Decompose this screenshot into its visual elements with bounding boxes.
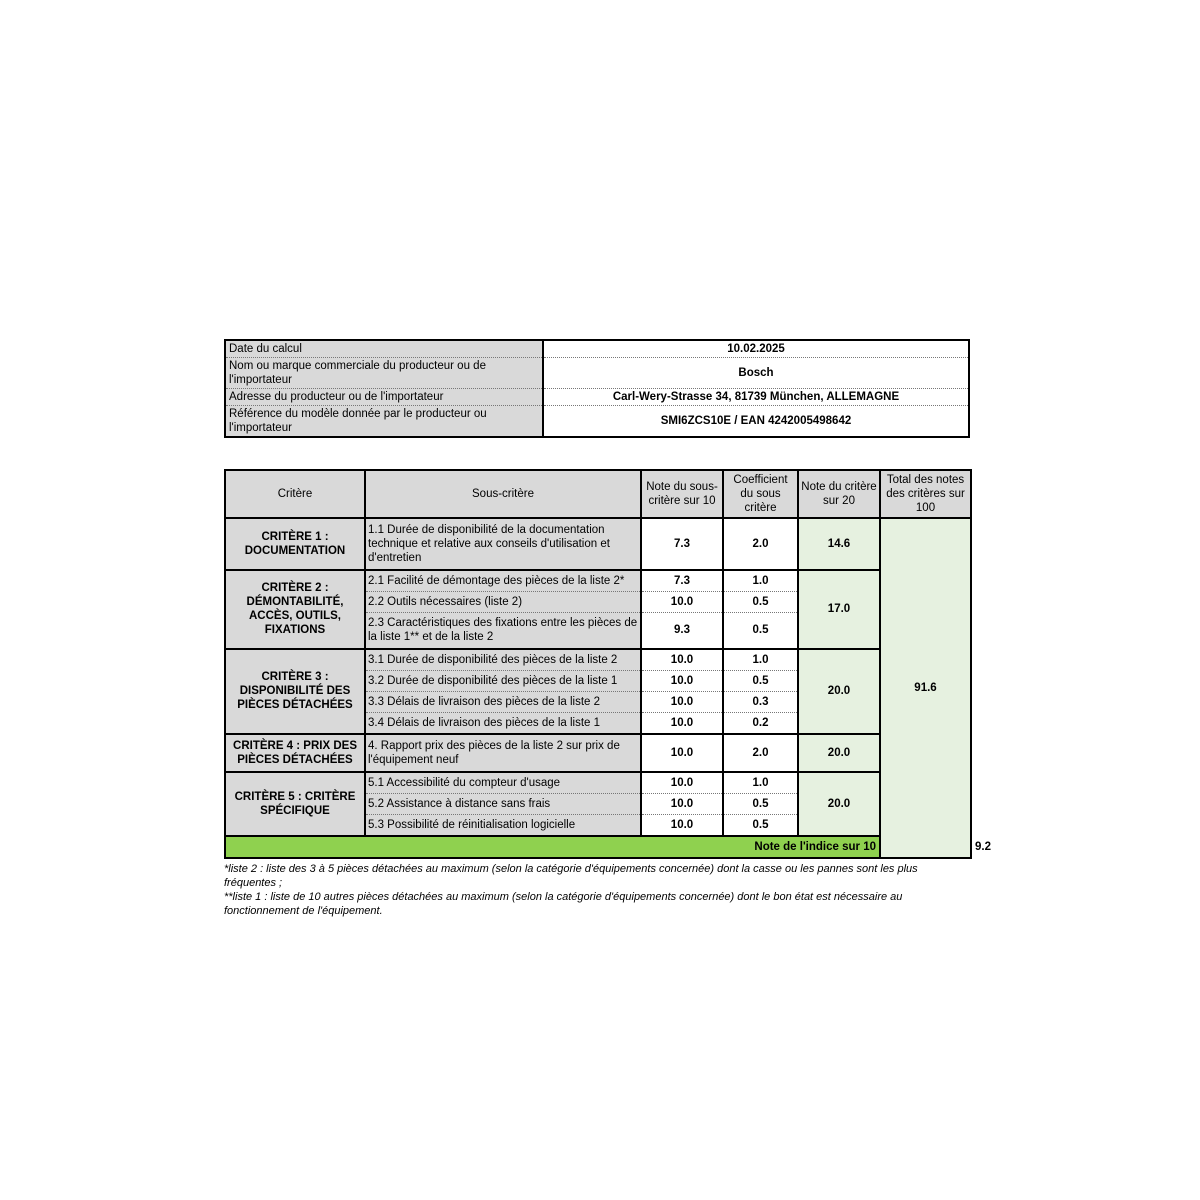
info-value: Bosch [543,358,969,389]
subcriterion-note: 10.0 [641,691,723,712]
footnote-liste-2: *liste 2 : liste des 3 à 5 pièces détachées au maximum (selon la catégorie d'équipements concernée) dont la casse ou les pannes sont les plus fréquentes ; [224,862,918,889]
info-value: SMI6ZCS10E / EAN 4242005498642 [543,406,969,438]
header-row [225,470,971,518]
subcriterion-label: 3.4 Délais de livraison des pièces de la liste 1 [365,712,641,734]
info-value: Carl-Wery-Strasse 34, 81739 München, ALLEMAGNE [543,389,969,406]
criterion-score: 20.0 [798,772,880,836]
subcriterion-note: 9.3 [641,613,723,649]
subcriterion-coef: 0.5 [723,793,798,814]
info-label: Adresse du producteur ou de l'importateur [225,389,543,406]
subcriterion-coef: 0.5 [723,613,798,649]
info-label: Référence du modèle donnée par le producteur ou l'importateur [225,406,543,438]
subcriterion-label: 5.3 Possibilité de réinitialisation logicielle [365,814,641,836]
subcriterion-label: 2.3 Caractéristiques des fixations entre les pièces de la liste 1** et de la liste 2 [365,613,641,649]
subcriterion-note: 10.0 [641,793,723,814]
footnotes [224,862,970,918]
subcriterion-note: 10.0 [641,814,723,836]
total-score: 91.6 [880,518,971,858]
header-total: Total des notes des critères sur 100 [880,470,971,518]
criterion-name: CRITÈRE 3 : DISPONIBILITÉ DES PIÈCES DÉTACHÉES [225,649,365,734]
criterion-name: CRITÈRE 2 : DÉMONTABILITÉ, ACCÈS, OUTILS, FIXATIONS [225,570,365,649]
criterion-score: 20.0 [798,649,880,734]
subcriterion-label: 4. Rapport prix des pièces de la liste 2 sur prix de l'équipement neuf [365,734,641,772]
subcriterion-label: 2.2 Outils nécessaires (liste 2) [365,592,641,613]
subcriterion-coef: 0.5 [723,670,798,691]
subcriterion-note: 10.0 [641,712,723,734]
subcriterion-coef: 1.0 [723,649,798,671]
subcriterion-note: 7.3 [641,570,723,592]
info-label: Date du calcul [225,340,543,358]
criterion-score: 20.0 [798,734,880,772]
header-coef: Coefficient du sous critère [723,470,798,518]
subcriterion-coef: 2.0 [723,734,798,772]
score-table [224,469,991,859]
info-row-model [225,406,969,438]
criterion-score: 17.0 [798,570,880,649]
subcriterion-coef: 2.0 [723,518,798,570]
info-table [224,339,970,438]
subcriterion-note: 10.0 [641,649,723,671]
criterion-name: CRITÈRE 5 : CRITÈRE SPÉCIFIQUE [225,772,365,836]
subcriterion-note: 7.3 [641,518,723,570]
subcriterion-label: 3.2 Durée de disponibilité des pièces de la liste 1 [365,670,641,691]
subcriterion-note: 10.0 [641,592,723,613]
info-row-brand [225,358,969,389]
table-row [225,772,971,794]
header-sous-critere: Sous-critère [365,470,641,518]
header-critere: Critère [225,470,365,518]
subcriterion-coef: 1.0 [723,570,798,592]
subcriterion-note: 10.0 [641,734,723,772]
subcriterion-label: 3.1 Durée de disponibilité des pièces de la liste 2 [365,649,641,671]
info-row-date [225,340,969,358]
subcriterion-coef: 0.3 [723,691,798,712]
subcriterion-note: 10.0 [641,772,723,794]
final-label: Note de l'indice sur 10 [225,836,880,858]
table-row [225,518,971,570]
subcriterion-coef: 0.5 [723,814,798,836]
final-row: Note de l'indice sur 10 9.2 [225,836,971,858]
header-note-critere: Note du critère sur 20 [798,470,880,518]
subcriterion-label: 3.3 Délais de livraison des pièces de la liste 2 [365,691,641,712]
subcriterion-note: 10.0 [641,670,723,691]
subcriterion-label: 5.1 Accessibilité du compteur d'usage [365,772,641,794]
footnote-liste-1: **liste 1 : liste de 10 autres pièces détachées au maximum (selon la catégorie d'équipements concernée) dont le bon état est nécessaire au fonctionnement de l'équipement. [224,890,903,917]
criterion-name: CRITÈRE 1 : DOCUMENTATION [225,518,365,570]
subcriterion-label: 1.1 Durée de disponibilité de la documentation technique et relative aux conseils d'utilisation et d'entretien [365,518,641,570]
table-row [225,570,971,592]
table-row [225,649,971,671]
criterion-name: CRITÈRE 4 : PRIX DES PIÈCES DÉTACHÉES [225,734,365,772]
criterion-score: 14.6 [798,518,880,570]
info-value: 10.02.2025 [543,340,969,358]
subcriterion-label: 5.2 Assistance à distance sans frais [365,793,641,814]
info-row-address [225,389,969,406]
repairability-sheet [224,339,991,918]
header-note-sous: Note du sous-critère sur 10 [641,470,723,518]
table-row [225,734,971,772]
subcriterion-coef: 0.5 [723,592,798,613]
subcriterion-coef: 1.0 [723,772,798,794]
subcriterion-coef: 0.2 [723,712,798,734]
info-label: Nom ou marque commerciale du producteur ou de l'importateur [225,358,543,389]
subcriterion-label: 2.1 Facilité de démontage des pièces de la liste 2* [365,570,641,592]
